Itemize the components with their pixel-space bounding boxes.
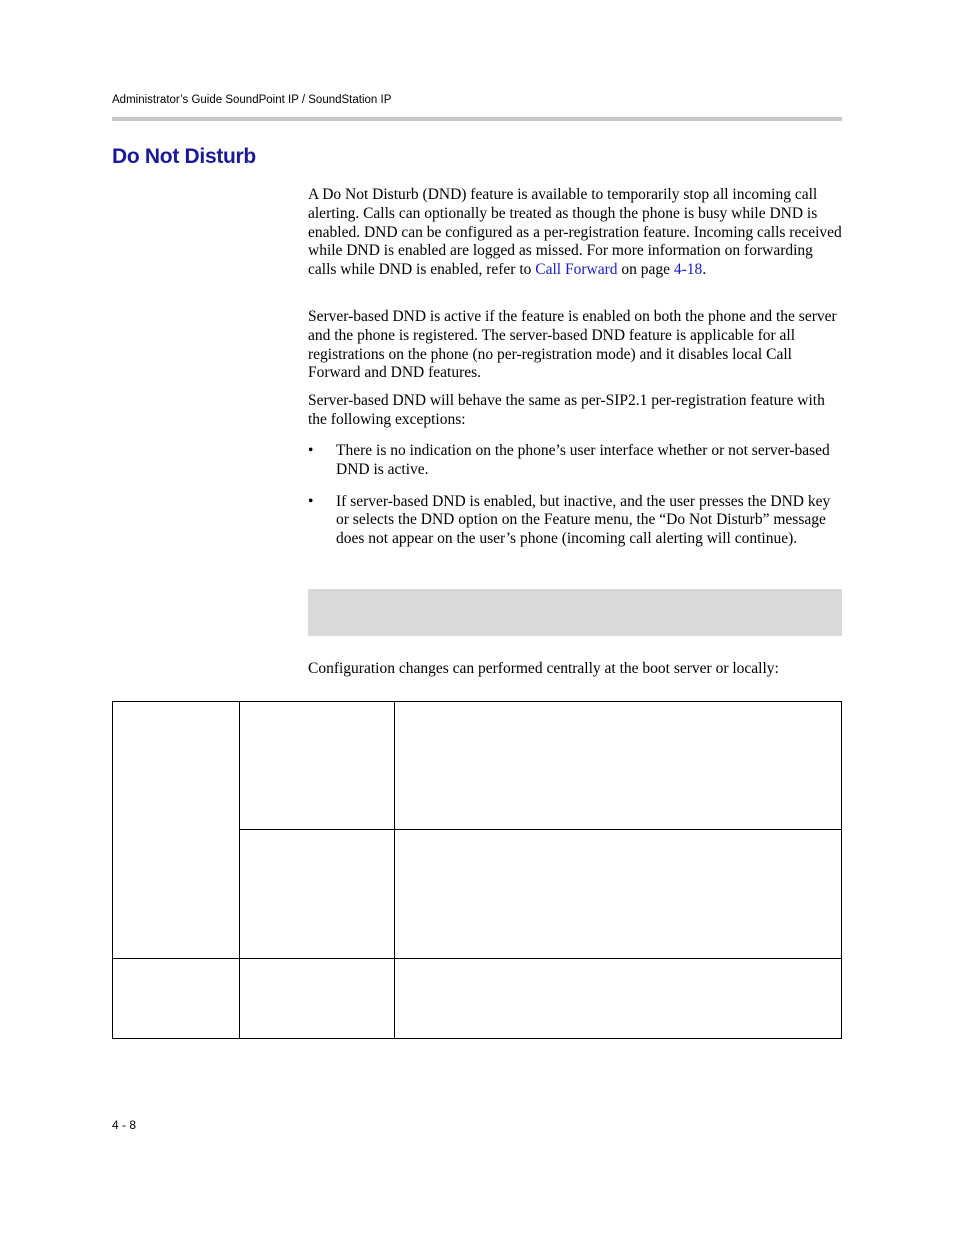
intro-text-mid: on page: [617, 261, 674, 279]
section-title: Do Not Disturb: [112, 145, 256, 168]
running-header: Administrator’s Guide SoundPoint IP / SoundStation IP: [112, 94, 392, 106]
intro-text: A Do Not Disturb (DND) feature is available to temporarily stop all incoming call alerting. Calls can optionally be treated as though the phone is busy while DND is enabled. DND can be configured as a per-registration feature. Incoming calls received while DND is enabled are logged as missed. For more information on forwarding calls while DND is enabled, refer to: [308, 186, 842, 279]
list-item: [308, 493, 842, 549]
list-item: [308, 442, 842, 480]
table-cell: [395, 830, 842, 959]
header-rule: [112, 117, 842, 121]
table-cell: [240, 702, 395, 830]
page-number: 4 - 8: [112, 1118, 137, 1132]
bullet-icon: •: [308, 442, 314, 459]
note-box: [308, 589, 842, 636]
intro-paragraph: [308, 186, 842, 280]
config-paragraph: [308, 660, 842, 679]
server-dnd-paragraph: [308, 308, 842, 383]
table-cell: [240, 959, 395, 1039]
list-item-text: There is no indication on the phone’s user interface whether or not server-based DND is active.: [336, 442, 830, 478]
table-row: [113, 702, 842, 830]
table-cell: [395, 702, 842, 830]
server-dnd-text: Server-based DND is active if the feature is enabled on both the phone and the server and the phone is registered. The server-based DND feature is applicable for all registrations on the phone (no per-registration mode) and it disables local Call Forward and DND features.: [308, 308, 837, 382]
intro-text-end: .: [702, 261, 707, 279]
table-cell: [113, 959, 240, 1039]
exceptions-text: Server-based DND will behave the same as per-SIP2.1 per-registration feature with the following exceptions:: [308, 392, 825, 428]
call-forward-link[interactable]: Call Forward: [535, 261, 618, 279]
table-row: [113, 959, 842, 1039]
bullet-icon: •: [308, 492, 314, 510]
table-cell: [240, 830, 395, 959]
list-item-text: If server-based DND is enabled, but inactive, and the user presses the DND key or selects the DND option on the Feature menu, the “Do Not Disturb” message does not appear on the user’s phone (incoming call alerting will continue).: [336, 492, 831, 548]
table-cell: [395, 959, 842, 1039]
config-text: Configuration changes can performed centrally at the boot server or locally:: [308, 660, 779, 677]
configuration-table: [112, 701, 842, 1039]
exceptions-list: [308, 442, 842, 562]
table-cell: [113, 702, 240, 959]
page-reference-link[interactable]: 4-18: [673, 261, 703, 279]
exceptions-paragraph: [308, 392, 842, 430]
